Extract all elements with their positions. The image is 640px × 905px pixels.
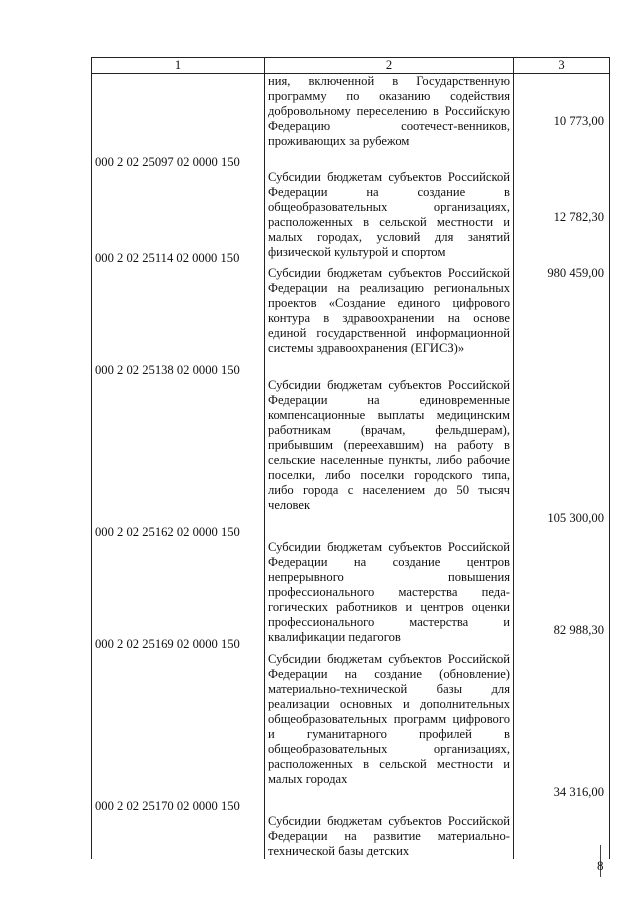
column-header-code: 1 (92, 58, 265, 74)
row-code: 000 2 02 25169 02 0000 150 (92, 540, 265, 652)
table-row (92, 170, 610, 266)
row-description: Субсидии бюджетам субъектов Российской Федерации на единовременные компенсационные выплаты медицинским работникам (врачам, фельдшерам), прибывшим (переехавшим) на работу в сельские населенные пункты, либо рабочие поселки, либо поселки городского типа, либо города с населением до 50 тысяч человек (265, 378, 514, 540)
row-code: 000 2 02 25138 02 0000 150 (92, 266, 265, 378)
row-description: Субсидии бюджетам субъектов Российской Федерации на создание в общеобразовательных организациях, расположенных в сельской местности и малых городах, условий для занятий физической культурой и спортом (265, 170, 514, 266)
row-amount: 12 782,30 (514, 170, 610, 266)
table-row (92, 814, 610, 859)
row-description: Субсидии бюджетам субъектов Российской Федерации на создание (обновление) материально-технической базы для реализации основных и дополнительных общеобразовательных программ цифрового и гуманитарного профилей в общеобразовательных организациях, расположенных в сельской местности и малых городах (265, 652, 514, 814)
column-header-amount: 3 (514, 58, 610, 74)
row-description: Субсидии бюджетам субъектов Российской Федерации на реализацию региональных проектов «Создание единого цифрового контура в здравоохранении на основе единой государственной информационной системы здравоохранения (ЕГИСЗ)» (265, 266, 514, 378)
row-code: 000 2 02 25162 02 0000 150 (92, 378, 265, 540)
table-row (92, 74, 610, 170)
row-amount: 34 316,00 (514, 652, 610, 814)
page-number: 8 (597, 858, 604, 873)
row-code: 000 2 02 25170 02 0000 150 (92, 652, 265, 814)
row-description: ния, включенной в Государственную программу по оказанию содействия добровольному переселению в Российскую Федерацию соотечест-венников, проживающих за рубежом (265, 74, 514, 170)
table-row (92, 378, 610, 540)
table-row (92, 266, 610, 378)
row-amount: 105 300,00 (514, 378, 610, 540)
table-header-row (92, 58, 610, 74)
row-amount: 980 459,00 (514, 266, 610, 378)
row-description: Субсидии бюджетам субъектов Российской Федерации на создание центров непрерывного повышения профессионального мастерства педа-гогических работников и центров оценки профессионального мастерства и квалификации педагогов (265, 540, 514, 652)
row-code: 000 2 02 25114 02 0000 150 (92, 170, 265, 266)
table-row (92, 652, 610, 814)
row-code (92, 814, 265, 859)
column-header-description: 2 (265, 58, 514, 74)
table-row (92, 540, 610, 652)
budget-table (91, 57, 610, 859)
row-amount: 82 988,30 (514, 540, 610, 652)
row-code: 000 2 02 25097 02 0000 150 (92, 74, 265, 170)
row-amount: 10 773,00 (514, 74, 610, 170)
row-description: Субсидии бюджетам субъектов Российской Федерации на развитие материально-технической базы детских (265, 814, 514, 859)
row-amount (514, 814, 610, 859)
